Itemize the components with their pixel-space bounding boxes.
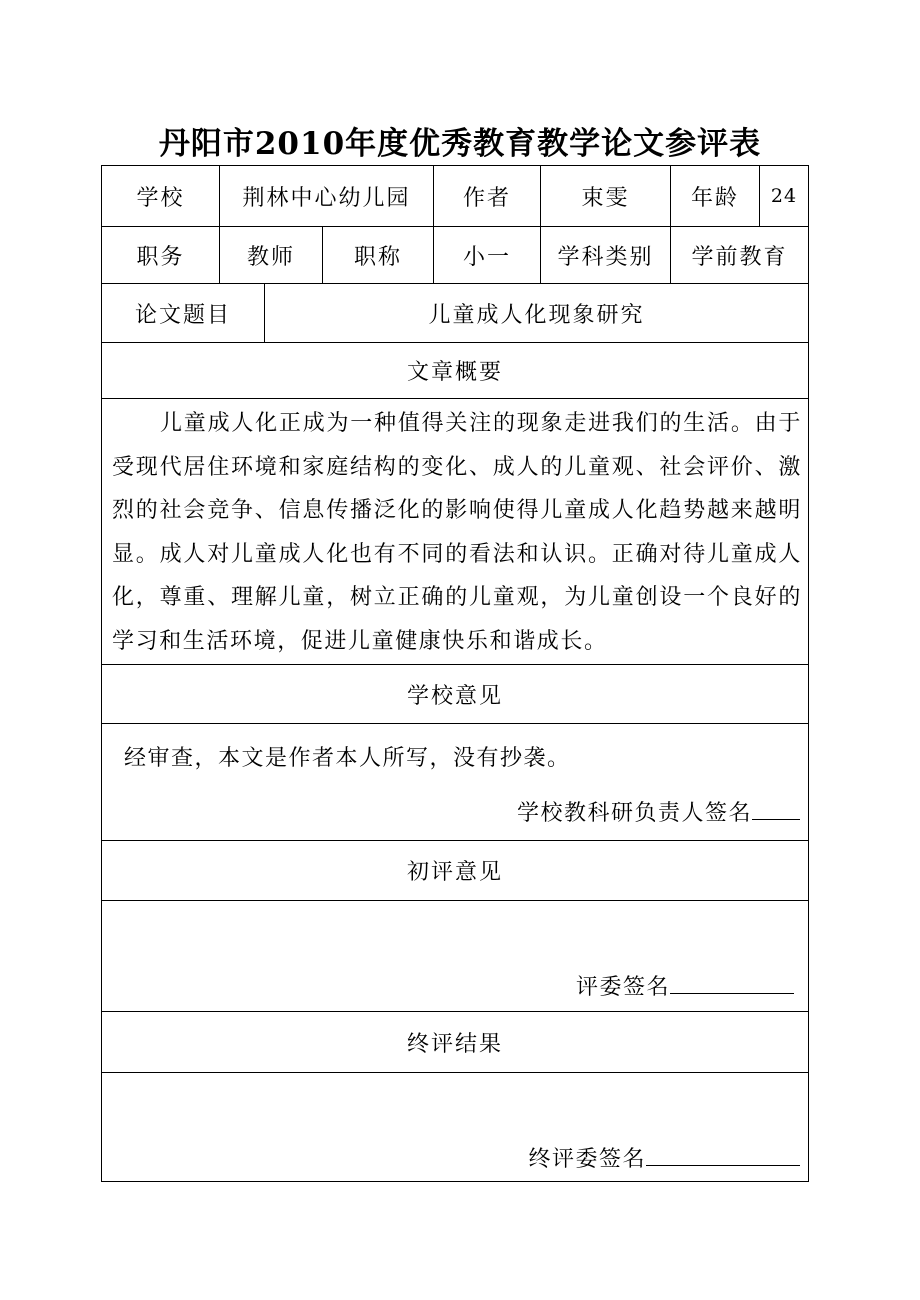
school-opinion-signature [517, 796, 800, 827]
subject-value: 学前教育 [691, 244, 788, 270]
signature-label: 终评委签名 [528, 1147, 646, 1172]
rank-label: 职称 [353, 244, 402, 270]
signature-line [646, 1145, 800, 1166]
form-title: 丹阳市2010年度优秀教育教学论文参评表 [158, 126, 762, 162]
school-opinion-heading: 学校意见 [406, 683, 503, 709]
signature-line [670, 973, 794, 994]
final-review-heading: 终评结果 [406, 1031, 503, 1057]
first-review-signature [576, 970, 794, 1001]
row-divider [102, 900, 808, 901]
school-opinion-text: 经审查，本文是作者本人所写，没有抄袭。 [124, 746, 571, 771]
summary-heading: 文章概要 [406, 360, 503, 385]
row-divider [102, 1072, 808, 1073]
school-value: 荆林中心幼儿园 [242, 185, 411, 211]
subject-label: 学科类别 [557, 244, 654, 270]
age-label: 年龄 [690, 185, 739, 211]
evaluation-form-table [101, 165, 809, 1182]
author-value: 束雯 [581, 185, 630, 211]
row-divider [102, 723, 808, 724]
summary-body [112, 402, 802, 664]
final-review-signature [528, 1142, 800, 1173]
school-label: 学校 [136, 185, 185, 211]
post-value: 教师 [246, 244, 295, 270]
post-label: 职务 [136, 244, 185, 270]
rank-value: 小一 [462, 244, 511, 270]
topic-label: 论文题目 [134, 302, 231, 328]
topic-value: 儿童成人化现象研究 [428, 302, 645, 328]
signature-line [752, 799, 800, 820]
first-review-heading: 初评意见 [406, 860, 503, 885]
signature-label: 评委签名 [575, 975, 670, 1000]
author-label: 作者 [462, 185, 511, 211]
summary-text: 儿童成人化正成为一种值得关注的现象走进我们的生活。由于受现代居住环境和家庭结构的变化、成人的儿童观、社会评价、激烈的社会竞争、信息传播泛化的影响使得儿童成人化趋势越来越明显。成人对儿童成人化也有不同的看法和认识。正确对待儿童成人化，尊重、理解儿童，树立正确的儿童观，为儿童创设一个良好的学习和生活环境，促进儿童健康快乐和谐成长。 [112, 411, 802, 654]
age-value: 24 [770, 185, 798, 207]
signature-label: 学校教科研负责人签名 [516, 801, 752, 826]
row-divider [102, 398, 808, 399]
